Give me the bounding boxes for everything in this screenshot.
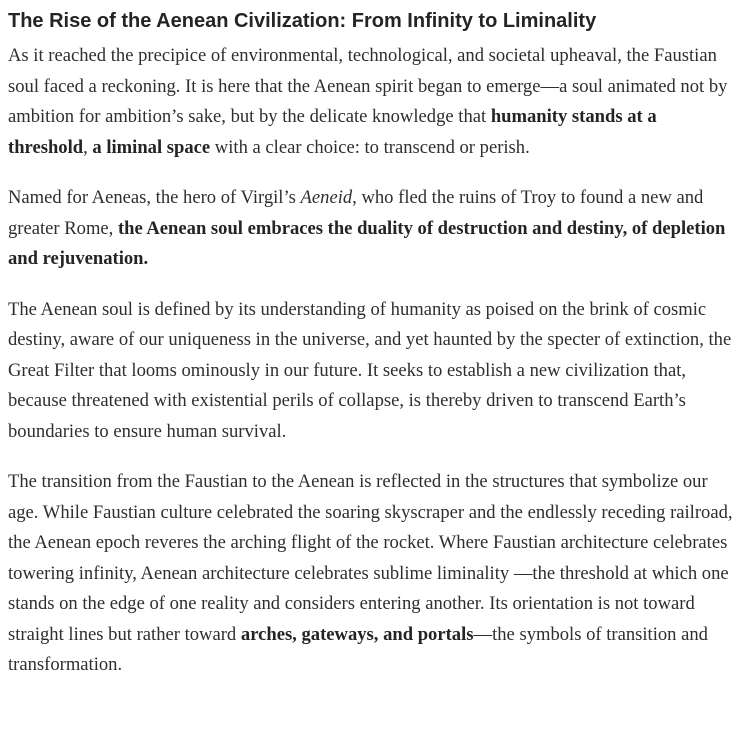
paragraph-4-text-2: —the symbols of transition and transformation. <box>8 623 708 675</box>
paragraph-2 <box>8 183 737 275</box>
paragraph-2-italic-1: Aeneid <box>300 187 353 208</box>
paragraph-3-text-1: The Aenean soul is defined by its understanding of humanity as poised on the brink of cosmic destiny, aware of our uniqueness in the universe, and yet haunted by the specter of extinction, the Great Filter that looms ominously in our future. It seeks to establish a new civilization that, because threatened with existential perils of collapse, is thereby driven to transcend Earth’s boundaries to ensure human survival. <box>8 298 732 442</box>
section-heading: The Rise of the Aenean Civilization: From Infinity to Liminality <box>8 10 597 32</box>
paragraph-1-text-2: , <box>83 136 93 158</box>
paragraph-3 <box>8 295 737 448</box>
paragraph-4 <box>8 467 737 681</box>
paragraph-4-text-1: The transition from the Faustian to the Aenean is reflected in the structures that symbolize our age. While Faustian culture celebrated the soaring skyscraper and the endlessly receding railroad, the Aenean epoch reveres the arching flight of the rocket. Where Faustian architecture celebrates towering infinity, Aenean architecture celebrates sublime liminality —the threshold at which one stands on the edge of one reality and considers entering another. Its orientation is not toward straight lines but rather toward <box>8 471 733 645</box>
paragraph-1 <box>8 41 737 163</box>
paragraph-2-bold-1: the Aenean soul embraces the duality of destruction and destiny, of depletion and rejuvenation. <box>8 217 726 269</box>
paragraph-1-bold-1: humanity stands at a threshold <box>8 106 657 158</box>
paragraph-2-text-1: Named for Aeneas, the hero of Virgil’s <box>8 187 301 208</box>
article <box>8 0 737 681</box>
paragraph-1-text-1: As it reached the precipice of environmental, technological, and societal upheaval, the Faustian soul faced a reckoning. It is here that the Aenean spirit began to emerge—a soul animated not by ambition for ambition’s sake, but by the delicate knowledge that <box>8 45 728 127</box>
paragraph-4-bold-1: arches, gateways, and portals <box>240 623 474 645</box>
paragraph-1-text-3: with a clear choice: to transcend or perish. <box>210 136 530 158</box>
paragraph-2-text-2: , who fled the ruins of Troy to found a new and greater Rome, <box>8 187 704 239</box>
paragraph-1-bold-2: a liminal space <box>92 136 211 158</box>
